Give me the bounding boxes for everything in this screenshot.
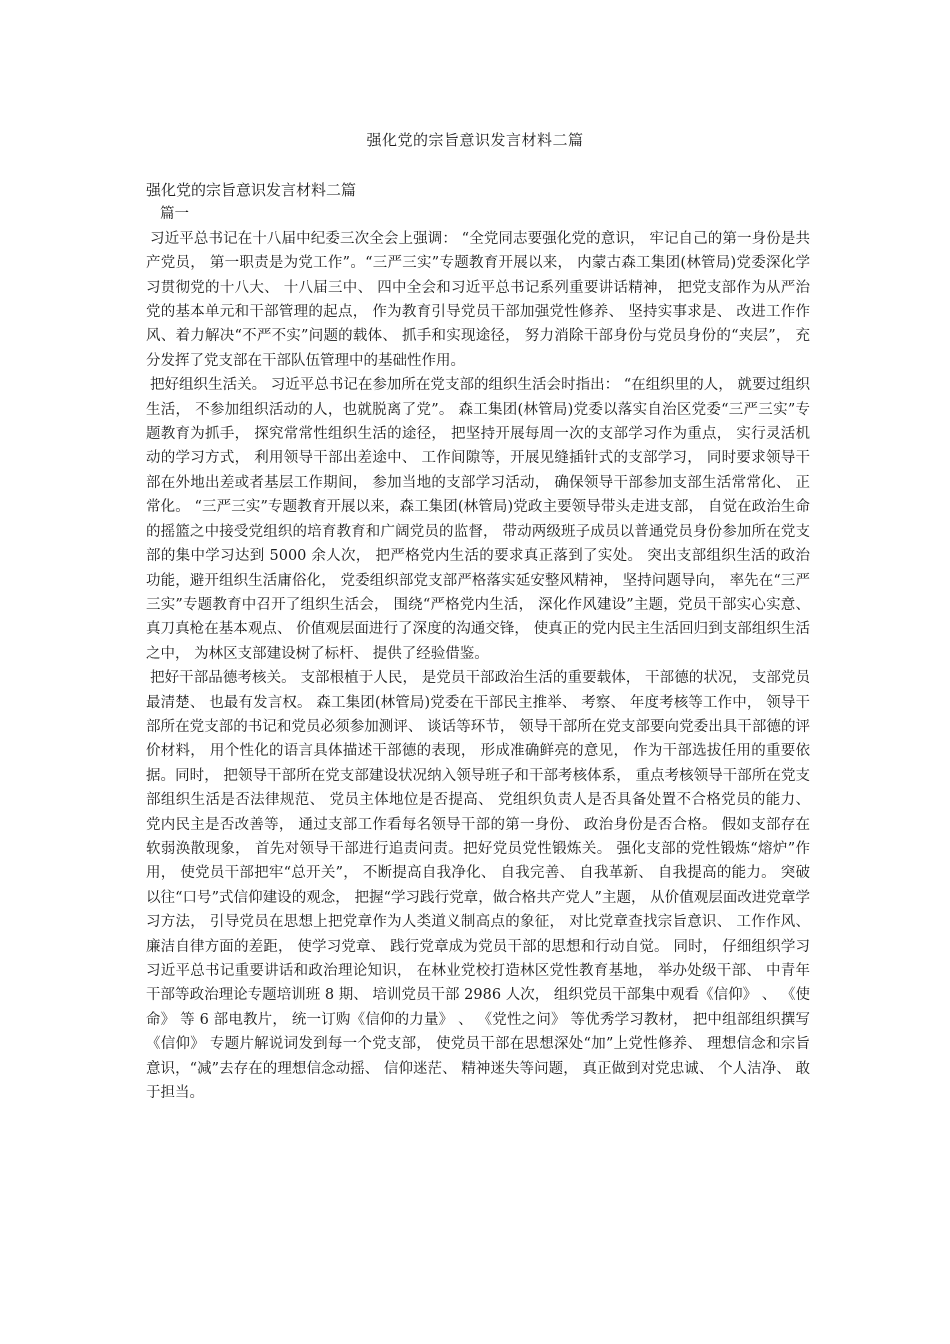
document-title: 强化党的宗旨意识发言材料二篇 — [366, 131, 584, 149]
document-body — [146, 178, 810, 1105]
section-label: 篇一 — [160, 206, 189, 223]
paragraph: 习近平总书记在十八届中纪委三次全会上强调： “全党同志要强化党的意识， 牢记自己的第一身份是共产党员， 第一职责是为党工作”。“三严三实”专题教育开展以来， 内蒙古森工集团(林管局)党委深化学习贯彻党的十八大、 十八届三中、 四中全会和习近平总书记系列重要讲话精神， 把党支部作为从严治党的基本单元和干部管理的起点， 作为教育引导党员干部加强党性修养、 坚持实事求是、 改进工作作风、着力解决“不严不实”问题的载体、 抓手和实现途径， 努力消除干部身份与党员身份的“夹层”， 充分发挥了党支部在干部队伍管理中的基础性作用。 — [146, 230, 810, 369]
paragraph: 把好组织生活关。 习近平总书记在参加所在党支部的组织生活会时指出： “在组织里的人， 就要过组织生活， 不参加组织活动的人，也就脱离了党”。 森工集团(林管局)党委以落实自治区党委“三严三实”专题教育为抓手， 探究常常性组织生活的途径， 把坚持开展每周一次的支部学习作为重点， 实行灵活机动的学习方式， 利用领导干部出差途中、 工作间隙等，开展见缝插针式的支部学习， 同时要求领导干部在外地出差或者基层工作期间， 参加当地的支部学习活动， 确保领导干部参加支部生活常常化、 正常化。 “三严三实”专题教育开展以来，森工集团(林管局)党政主要领导带头走进支部， 自觉在政治生命的摇篮之中接受党组织的培育教育和广阔党员的监督， 带动两级班子成员以普通党员身份参加所在党支部的集中学习达到 5000 余人次， 把严格党内生活的要求真正落到了实处。 突出支部组织生活的政治功能，避开组织生活庸俗化， 党委组织部党支部严格落实延安整风精神， 坚持问题导向， 率先在“三严三实”专题教育中召开了组织生活会， 围绕“严格党内生活， 深化作风建设”主题，党员干部实心实意、 真刀真枪在基本观点、 价值观层面进行了深度的沟通交锋， 使真正的党内民主生活回归到支部组织生活之中， 为林区支部建设树了标杆、 提供了经验借鉴。 — [146, 377, 810, 662]
paragraph: 把好干部品德考核关。 支部根植于人民， 是党员干部政治生活的重要载体， 干部德的状况， 支部党员最清楚、 也最有发言权。 森工集团(林管局)党委在干部民主推举、 考察、 年度考核等工作中， 领导干部所在党支部的书记和党员必须参加测评、 谈话等环节， 领导干部所在党支部要向党委出具干部德的评价材料， 用个性化的语言具体描述干部德的表现， 形成准确鲜亮的意见， 作为干部选拔任用的重要依据。同时， 把领导干部所在党支部建设状况纳入领导班子和干部考核体系， 重点考核领导干部所在党支部组织生活是否法律规范、 党员主体地位是否提高、 党组织负责人是否具备处置不合格党员的能力、 党内民主是否改善等， 通过支部工作看每名领导干部的第一身份、 政治身份是否合格。 假如支部存在软弱涣散现象， 首先对领导干部进行追责问责。把好党员党性锻炼关。 强化支部的党性锻炼“熔炉”作用， 使党员干部把牢“总开关”， 不断提高自我净化、 自我完善、 自我革新、 自我提高的能力。 突破以往“口号”式信仰建设的观念， 把握“学习践行党章，做合格共产党人”主题， 从价值观层面改进党章学习方法， 引导党员在思想上把党章作为人类道义制高点的象征， 对比党章查找宗旨意识、 工作作风、 廉洁自律方面的差距， 使学习党章、 践行党章成为党员干部的思想和行动自觉。 同时， 仔细组织学习习近平总书记重要讲话和政治理论知识， 在林业党校打造林区党性教育基地， 举办处级干部、 中青年干部等政治理论专题培训班 8 期、 培训党员干部 2986 人次， 组织党员干部集中观看《信仰》 、 《使命》 等 6 部电教片， 统一订购《信仰的力量》 、 《党性之问》 等优秀学习教材， 把中组部组织撰写《信仰》 专题片解说词发到每一个党支部， 使党员干部在思想深处“加”上党性修养、 理想信念和宗旨意识，“减”去存在的理想信念动摇、 信仰迷茫、 精神迷失等问题， 真正做到对党忠诚、 个人洁净、 敢于担当。 — [146, 670, 810, 1102]
document-subtitle: 强化党的宗旨意识发言材料二篇 — [146, 181, 357, 199]
